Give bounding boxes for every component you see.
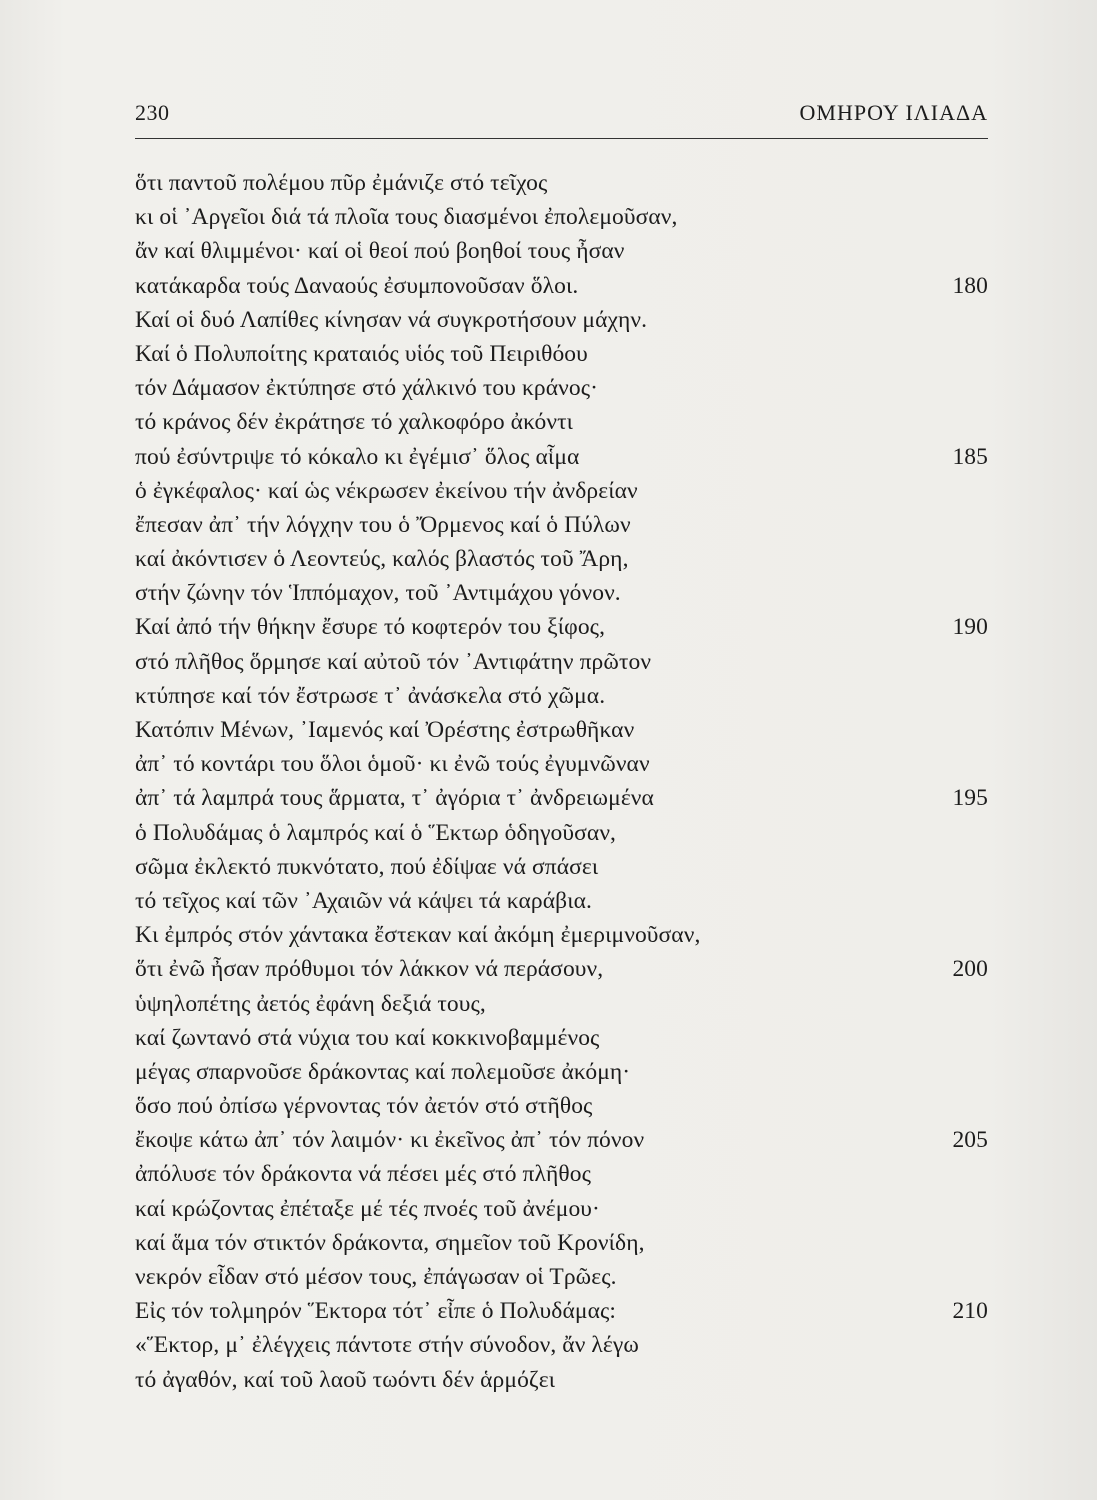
verse-line-text: τό ἀγαθόν, καί τοῦ λαοῦ τωόντι δέν ἁρμόζει — [135, 1366, 556, 1393]
verse-line — [135, 576, 988, 610]
verse-line-text: ἀπόλυσε τόν δράκοντα νά πέσει μές στό πλῆθος — [135, 1161, 592, 1188]
verse-line — [135, 1157, 988, 1191]
running-title: ΟΜΗΡΟΥ ΙΛΙΑΔΑ — [799, 100, 988, 125]
verse-line-text: νεκρόν εἶδαν στό μέσον τους, ἐπάγωσαν οἱ Τρῶες. — [135, 1264, 617, 1290]
verse-line-number: 190 — [952, 614, 988, 641]
verse-line — [135, 440, 988, 474]
verse-line — [135, 371, 988, 405]
verse-line-number: 180 — [952, 272, 988, 299]
verse-line-text: στήν ζώνην τόν Ἱππόμαχον, τοῦ ᾿Αντιμάχου γόνον. — [135, 580, 621, 607]
verse-line-text: κτύπησε καί τόν ἔστρωσε τ᾿ ἀνάσκελα στό χῶμα. — [135, 682, 606, 709]
verse-line — [135, 1055, 988, 1089]
verse-line-text: ἀπ᾿ τά λαμπρά τους ἅρματα, τ᾿ ἀγόρια τ᾿ ἀνδρειωμένα — [135, 785, 654, 812]
verse-line — [135, 234, 988, 268]
verse-line-text: Καί οἱ δυό Λαπίθες κίνησαν νά συγκροτήσουν μάχην. — [135, 306, 648, 333]
verse-line-text: ἄν καί θλιμμένοι· καί οἱ θεοί πού βοηθοί τους ἦσαν — [135, 238, 625, 265]
verse-line-number: 210 — [952, 1298, 988, 1325]
verse-line-text: Καί ἀπό τήν θήκην ἔσυρε τό κοφτερόν του ξίφος, — [135, 614, 606, 641]
verse-line-text: τόν Δάμασον ἐκτύπησε στό χάλκινό του κράνος· — [135, 375, 599, 402]
verse-line — [135, 1328, 988, 1362]
verse-line — [135, 987, 988, 1021]
verse-line-text: Εἰς τόν τολμηρόν Ἕκτορα τότ᾿ εἶπε ὁ Πολυδάμας: — [135, 1298, 617, 1325]
page-number: 230 — [135, 100, 170, 125]
verse-line-text: καί ἀκόντισεν ὁ Λεοντεύς, καλός βλαστός τοῦ Ἄρη, — [135, 546, 629, 573]
verse-line-text: τό κράνος δέν ἐκράτησε τό χαλκοφόρο ἀκόντι — [135, 409, 574, 436]
verse-line — [135, 1021, 988, 1055]
verse-line — [135, 918, 988, 952]
verse-line-text: «Ἕκτορ, μ᾿ ἐλέγχεις πάντοτε στήν σύνοδον, ἄν λέγω — [135, 1332, 639, 1359]
verse-line — [135, 1363, 988, 1397]
verse-line — [135, 542, 988, 576]
header-rule — [135, 138, 988, 139]
verse-line — [135, 405, 988, 439]
verse-line-text: ἀπ᾿ τό κοντάρι του ὅλοι ὁμοῦ· κι ἐνῶ τούς ἐγυμνῶναν — [135, 751, 650, 778]
verse-line-text: σῶμα ἐκλεκτό πυκνότατο, πού ἐδίψαε νά σπάσει — [135, 853, 599, 880]
verse-line-text: πού ἐσύντριψε τό κόκαλο κι ἐγέμισ᾿ ὅλος αἷμα — [135, 443, 580, 470]
verse-line — [135, 747, 988, 781]
verse-line-text: ὅτι παντοῦ πολέμου πῦρ ἐμάνιζε στό τεῖχος — [135, 170, 548, 196]
verse-line-text: κατάκαρδα τούς Δαναούς ἐσυμπονοῦσαν ὅλοι. — [135, 272, 579, 299]
verse-line-text: ἔκοψε κάτω ἀπ᾿ τόν λαιμόν· κι ἐκεῖνος ἀπ᾿ τόν πόνον — [135, 1127, 645, 1154]
verse-line — [135, 952, 988, 986]
verse-line — [135, 166, 988, 200]
verse-line-text: στό πλῆθος ὅρμησε καί αὐτοῦ τόν ᾿Αντιφάτην πρῶτον — [135, 648, 652, 675]
verse-line-number: 185 — [952, 443, 988, 470]
verse-line — [135, 610, 988, 644]
verse-block — [135, 166, 988, 1397]
verse-line — [135, 1089, 988, 1123]
verse-line-text: ὅσο πού ὀπίσω γέρνοντας τόν ἀετόν στό στῆθος — [135, 1093, 593, 1120]
verse-line-text: Κι ἐμπρός στόν χάντακα ἔστεκαν καί ἀκόμη ἐμεριμνοῦσαν, — [135, 922, 701, 949]
verse-line-text: ὑψηλοπέτης ἀετός ἐφάνη δεξιά τους, — [135, 990, 486, 1017]
verse-line — [135, 850, 988, 884]
verse-line-text: τό τεῖχος καί τῶν ᾿Αχαιῶν νά κάψει τά καράβια. — [135, 887, 593, 914]
verse-line — [135, 1260, 988, 1294]
verse-line-number: 205 — [952, 1127, 988, 1154]
verse-line — [135, 645, 988, 679]
verse-line — [135, 679, 988, 713]
verse-line-text: καί ζωντανό στά νύχια του καί κοκκινοβαμμένος — [135, 1024, 600, 1051]
verse-line-text: καί ἅμα τόν στικτόν δράκοντα, σημεῖον τοῦ Κρονίδη, — [135, 1229, 645, 1256]
verse-line-text: ἔπεσαν ἀπ᾿ τήν λόγχην του ὁ Ὄρμενος καί ὁ Πύλων — [135, 511, 631, 538]
verse-line — [135, 1226, 988, 1260]
verse-line — [135, 1294, 988, 1328]
verse-line-text: ὅτι ἐνῶ ἦσαν πρόθυμοι τόν λάκκον νά περάσουν, — [135, 956, 604, 983]
verse-line — [135, 508, 988, 542]
verse-line — [135, 269, 988, 303]
verse-line-text: καί κρώζοντας ἐπέταξε μέ τές πνοές τοῦ ἀνέμου· — [135, 1195, 600, 1222]
verse-line-text: Καί ὁ Πολυποίτης κραταιός υἱός τοῦ Πειριθόου — [135, 340, 588, 367]
verse-line — [135, 474, 988, 508]
verse-line — [135, 1123, 988, 1157]
verse-line — [135, 303, 988, 337]
verse-line — [135, 1192, 988, 1226]
verse-line-number: 200 — [952, 956, 988, 983]
verse-line-text: Κατόπιν Μένων, ᾿Ιαμενός καί Ὀρέστης ἐστρωθῆκαν — [135, 717, 635, 743]
verse-line-text: ὁ ἐγκέφαλος· καί ὡς νέκρωσεν ἐκείνου τήν ἀνδρείαν — [135, 477, 638, 504]
verse-line — [135, 816, 988, 850]
verse-line-text: μέγας σπαρνοῦσε δράκοντας καί πολεμοῦσε ἀκόμη· — [135, 1058, 631, 1085]
page-header — [135, 96, 988, 132]
verse-line — [135, 884, 988, 918]
verse-line-text: κι οἱ ᾿Αργεῖοι διά τά πλοῖα τους διασμένοι ἐπολεμοῦσαν, — [135, 204, 678, 231]
verse-line — [135, 337, 988, 371]
verse-line — [135, 781, 988, 815]
verse-line — [135, 200, 988, 234]
verse-line-text: ὁ Πολυδάμας ὁ λαμπρός καί ὁ Ἕκτωρ ὁδηγοῦσαν, — [135, 819, 617, 846]
verse-line-number: 195 — [952, 785, 988, 812]
verse-line — [135, 713, 988, 747]
